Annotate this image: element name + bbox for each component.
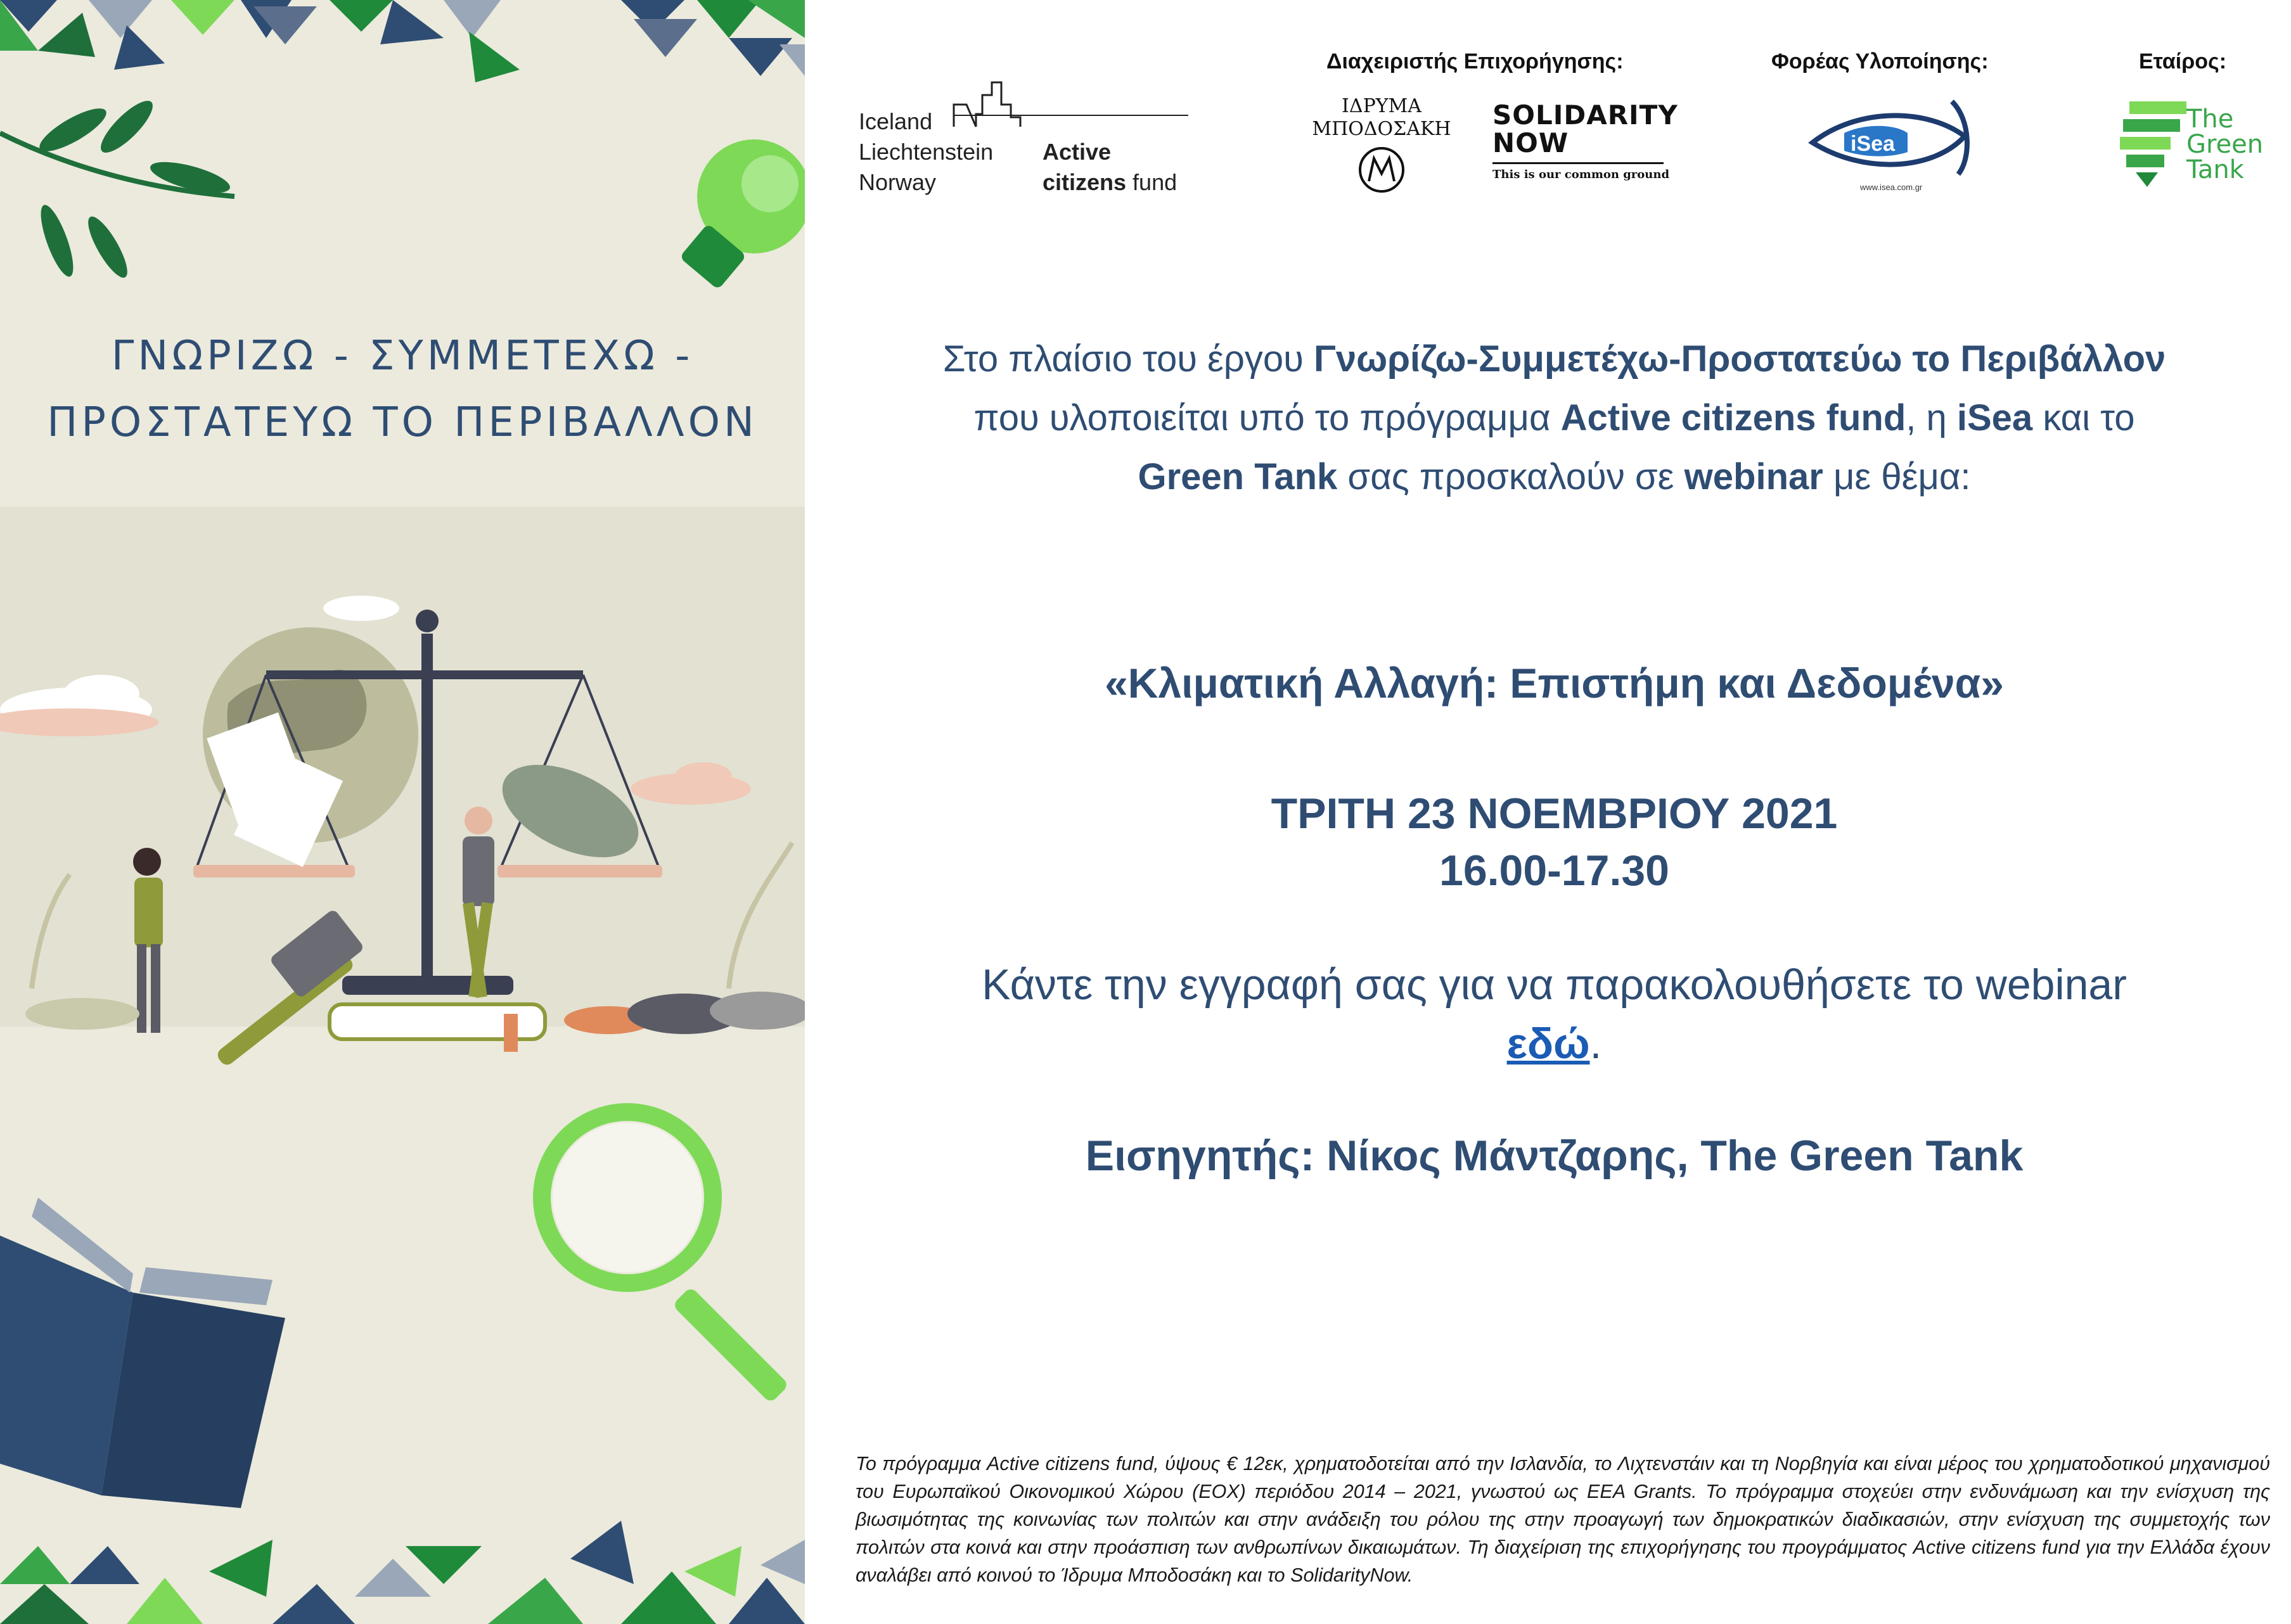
solidarity-tagline: This is our common ground xyxy=(1492,168,1670,181)
webinar-topic: «Κλιματική Αλλαγή: Επιστήμη και Δεδομένα» xyxy=(1105,660,2004,707)
green-tank-mark-icon xyxy=(2117,95,2193,190)
bodossakis-logo xyxy=(1306,95,1458,196)
acf-name-fund: fund xyxy=(1126,169,1178,195)
bottom-triangle-pattern xyxy=(0,1521,805,1624)
active-citizens-fund-logo xyxy=(859,76,1195,196)
intro-text-3: , η xyxy=(1906,397,1957,438)
poster-title-line1: ΓΝΩΡΙΖΩ - ΣΥΜΜΕΤΕΧΩ - xyxy=(111,333,694,380)
intro-paragraph xyxy=(818,329,2291,506)
poster-illustration xyxy=(0,0,805,1624)
register-link[interactable]: εδώ xyxy=(1506,1020,1590,1068)
green-tank-line1: The xyxy=(2186,105,2234,134)
bodossakis-emblem-icon xyxy=(1356,144,1407,195)
isea-logo xyxy=(1806,95,1977,196)
solidarity-now-logo xyxy=(1492,99,1678,190)
acf-country-liechtenstein: Liechtenstein xyxy=(859,139,994,165)
event-time: 16.00-17.30 xyxy=(1439,847,1669,895)
leaf-branch xyxy=(0,94,234,282)
green-tank-line3: Tank xyxy=(2186,155,2244,184)
intro-text-6: με θέμα: xyxy=(1823,456,1971,497)
bodossakis-line2: ΜΠΟΔΟΣΑΚΗ xyxy=(1312,118,1451,140)
intro-text-1: Στο πλαίσιο του έργου xyxy=(942,338,1314,380)
isea-name: iSea xyxy=(1851,132,1895,156)
isea-url: www.isea.com.gr xyxy=(1860,182,1923,192)
funding-footnote: Το πρόγραμμα Active citizens fund, ύψους € 12εκ, χρηματοδοτείται από την Ισλανδία, το Λιχτενστάιν και τη Νορβηγία και είναι μέρος του χρηματοδοτικού μηχανισμού του Ευρωπαϊκού Οικονομικού Χώρου (ΕΟΧ) περιόδου 2014 – 2021, γνωστού ως EEA Grants. Το πρόγραμμα στοχεύει στην ενδυνάμωση και την ενίσχυση της βιωσιμότητας της κοινωνίας των πολιτών και στην ανάδειξη του ρόλου της στην προαγωγή των δημοκρατικών διαδικασιών, στην ενίσχυση της συμμετοχής των πολιτών στα κοινά και στην προάσπιση των ανθρωπίνων δικαιωμάτων. Τη διαχείριση της επιχορήγησης του προγράμματος Active citizens fund για την Ελλάδα έχουν αναλάβει από κοινού το Ίδρυμα Μποδοσάκη και το SolidarityNow. xyxy=(856,1453,2270,1586)
greentank-ref: Green Tank xyxy=(1138,456,1338,497)
solidarity-line2: NOW xyxy=(1492,127,1569,158)
acf-name-citizens: citizens xyxy=(1043,169,1127,195)
solidarity-line1: SOLIDARITY xyxy=(1492,99,1678,131)
intro-text-4: και το xyxy=(2032,397,2135,438)
poster-panel xyxy=(0,0,805,1624)
poster-title-line2: ΠΡΟΣΤΑΤΕΥΩ ΤΟ ΠΕΡΙΒΑΛΛΟΝ xyxy=(47,399,758,446)
intro-text-5: σας προσκαλούν σε xyxy=(1337,456,1685,497)
acf-name-line1: Active xyxy=(1043,139,1112,165)
intro-text-2: που υλοποιείται υπό το πρόγραμμα xyxy=(973,397,1561,438)
webinar-ref: webinar xyxy=(1684,456,1823,497)
green-tank-logo xyxy=(2117,95,2262,196)
event-date: ΤΡΙΤΗ 23 ΝΟΕΜΒΡΙΟΥ 2021 xyxy=(1271,790,1838,838)
project-name: Γνωρίζω-Συμμετέχω-Προστατεύω το Περιβάλλον xyxy=(1313,338,2166,380)
isea-ref: iSea xyxy=(1956,397,2033,438)
partner-label: Εταίρος: xyxy=(2139,49,2227,74)
register-line xyxy=(818,1019,2291,1068)
program-name: Active citizens fund xyxy=(1560,397,1906,438)
magnifier-icon xyxy=(542,1112,790,1403)
bodossakis-line1: ΙΔΡΥΜΑ xyxy=(1342,95,1421,117)
speaker: Εισηγητής: Νίκος Μάντζαρης, The Green Tank xyxy=(1085,1132,2024,1180)
acf-country-norway: Norway xyxy=(859,169,937,195)
implementer-label: Φορέας Υλοποίησης: xyxy=(1771,49,1989,74)
top-triangle-pattern xyxy=(0,0,805,82)
register-period: . xyxy=(1589,1020,1602,1068)
register-text: Κάντε την εγγραφή σας για να παρακολουθήσετε το webinar xyxy=(982,961,2127,1009)
green-tank-line2: Green xyxy=(2186,130,2264,159)
acf-country-iceland: Iceland xyxy=(859,108,933,134)
lightbulb-icon xyxy=(679,139,805,290)
grant-manager-label: Διαχειριστής Επιχορήγησης: xyxy=(1326,49,1624,74)
book-icon xyxy=(0,1198,285,1508)
